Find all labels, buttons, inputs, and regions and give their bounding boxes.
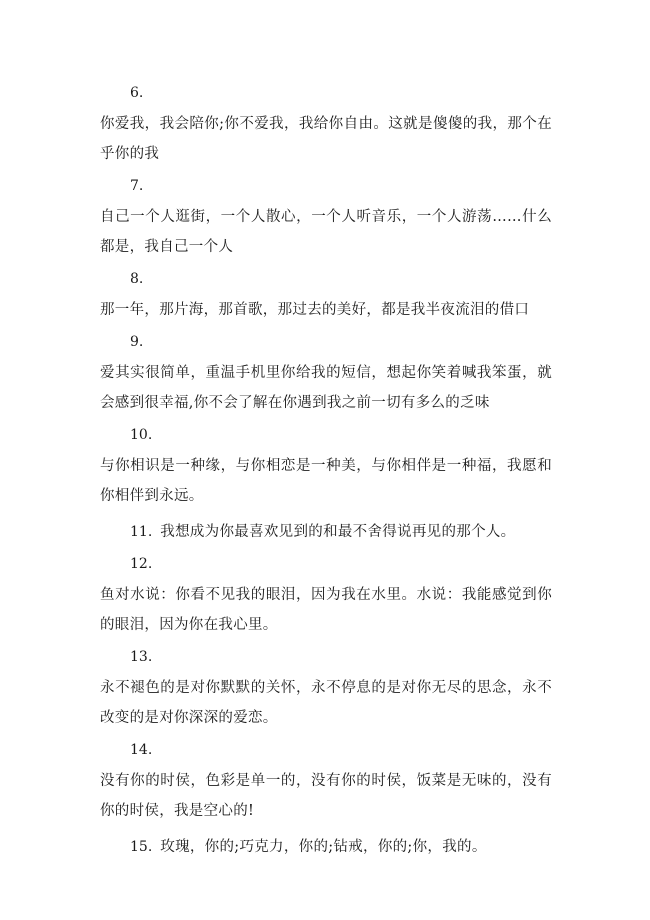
- entry-number: 9.: [130, 334, 144, 350]
- entry-number: 15.: [130, 839, 153, 855]
- entry-number: 8.: [130, 271, 144, 287]
- entry-number: 10.: [130, 427, 153, 443]
- entry-6: [100, 82, 552, 169]
- entry-text: 那一年，那片海，那首歌，那过去的美好，都是我半夜流泪的借口: [100, 302, 530, 318]
- entry-13: [100, 646, 552, 733]
- entry-text: 自己一个人逛街，一个人散心，一个人听音乐，一个人游荡……什么都是，我自己一个人: [100, 209, 552, 255]
- entry-number: 7.: [130, 178, 144, 194]
- entry-text: 与你相识是一种缘，与你相恋是一种美，与你相伴是一种福，我愿和你相伴到永远。: [100, 458, 552, 504]
- entry-text: 你爱我，我会陪你;你不爱我，我给你自由。这就是傻傻的我，那个在乎你的我: [100, 116, 552, 162]
- entry-text: 没有你的时侯，色彩是单一的，没有你的时侯，饭菜是无味的，没有你的时侯，我是空心的!: [100, 773, 552, 819]
- entry-number: 11.: [130, 524, 153, 540]
- entry-12: [100, 553, 552, 640]
- entry-text: 鱼对水说：你看不见我的眼泪，因为我在水里。水说：我能感觉到你的眼泪，因为你在我心里。: [100, 587, 552, 633]
- entry-11: [100, 517, 552, 547]
- entry-text: 永不褪色的是对你默默的关怀，永不停息的是对你无尽的思念，永不改变的是对你深深的爱恋。: [100, 680, 552, 726]
- entry-text: 爱其实很简单，重温手机里你给我的短信，想起你笑着喊我笨蛋，就会感到很幸福,你不会了解在你遇到我之前一切有多么的乏味: [100, 365, 552, 411]
- entry-text: 玫瑰，你的;巧克力，你的;钻戒，你的;你，我的。: [160, 839, 487, 855]
- entry-number: 13.: [130, 649, 153, 665]
- entry-number: 12.: [130, 556, 153, 572]
- entry-number: 6.: [130, 85, 144, 101]
- entry-14: [100, 739, 552, 826]
- entry-15: [100, 832, 552, 862]
- entry-9: [100, 331, 552, 418]
- entry-text: 我想成为你最喜欢见到的和最不舍得说再见的那个人。: [160, 524, 516, 540]
- entry-number: 14.: [130, 742, 153, 758]
- entry-7: [100, 175, 552, 262]
- entry-8: [100, 268, 552, 325]
- entry-10: [100, 424, 552, 511]
